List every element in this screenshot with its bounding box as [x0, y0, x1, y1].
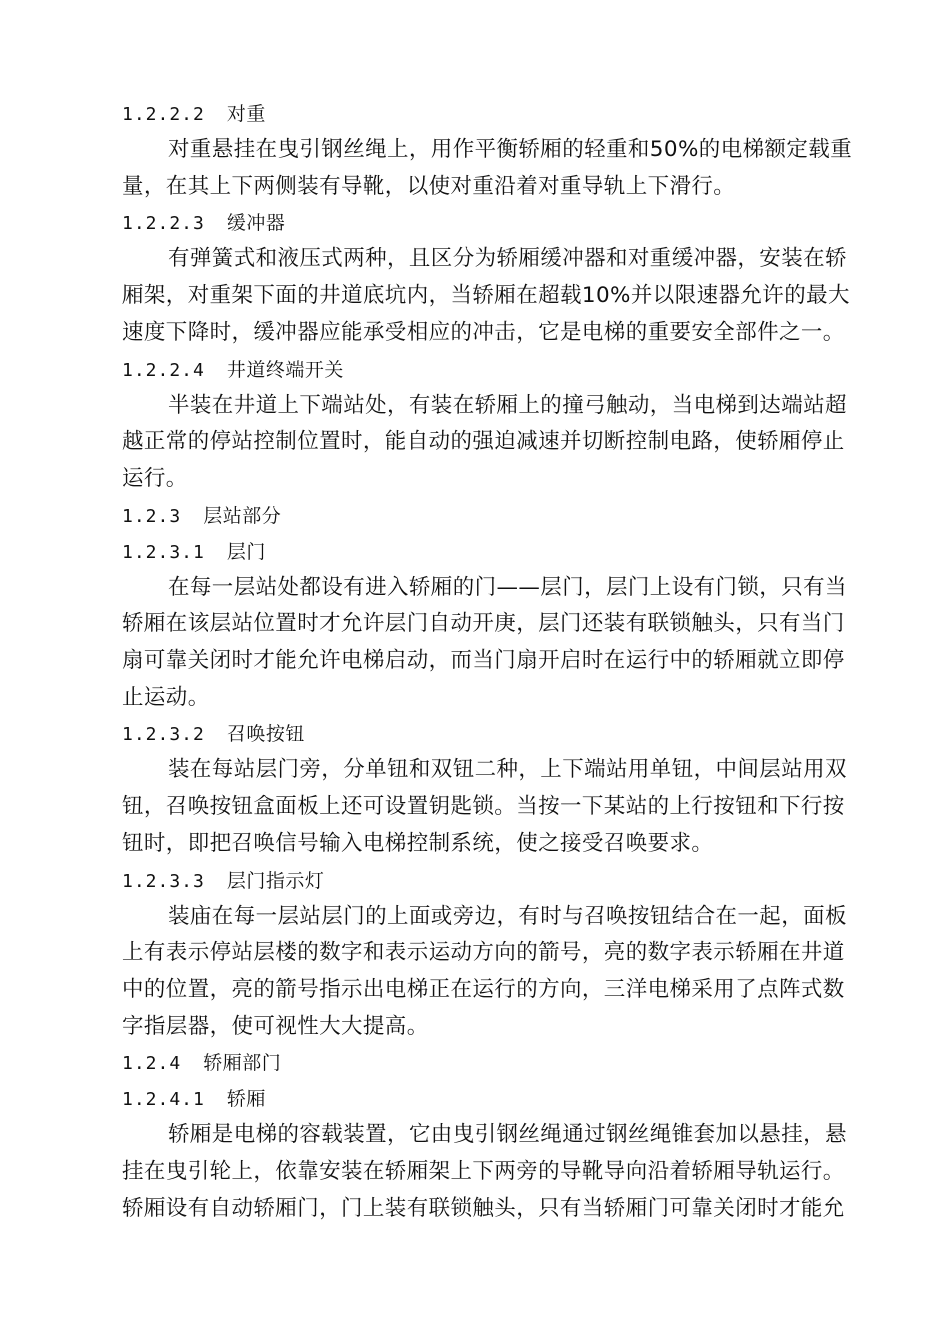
section-number: 1.2.2.3 [122, 213, 205, 235]
section-number: 1.2.3.1 [122, 541, 205, 563]
section-title: 轿厢部门 [203, 1052, 282, 1075]
section-number: 1.2.2.2 [122, 104, 205, 125]
paragraph-line: 止运动。 [122, 684, 210, 710]
section-number: 1.2.4 [122, 1053, 182, 1075]
section-heading [122, 498, 872, 534]
paragraph-line: 轿厢在该层站位置时才允许层门自动开庚，层门还装有联锁触头，只有当门 [122, 611, 845, 637]
section-title: 层站部分 [203, 504, 282, 527]
paragraph-line: 速度下降时，缓冲器应能承受相应的冲击，它是电梯的重要安全部件之一。 [122, 319, 845, 345]
paragraph-line: 轿厢是电梯的容载装置，它由曳引钢丝绳通过钢丝绳锥套加以悬挂，悬 [168, 1122, 847, 1148]
section-number: 1.2.3 [122, 505, 182, 527]
paragraph-line: 上有表示停站层楼的数字和表示运动方向的箭号，亮的数字表示轿厢在井道 [122, 940, 845, 966]
paragraph-line: 越正常的停站控制位置时，能自动的强迫减速并切断控制电路，使轿厢停止 [122, 429, 845, 455]
section-number: 1.2.2.4 [122, 359, 205, 381]
paragraph [122, 388, 872, 498]
paragraph-line: 轿厢设有自动轿厢门，门上装有联锁触头，只有当轿厢门可靠关闭时才能允 [122, 1195, 845, 1221]
paragraph-line: 钮时，即把召唤信号输入电梯控制系统，使之接受召唤要求。 [122, 830, 714, 856]
section-heading [122, 1045, 872, 1081]
section-heading [122, 716, 872, 752]
paragraph-line: 运行。 [122, 465, 188, 491]
paragraph [122, 241, 872, 351]
document-page [122, 96, 872, 1227]
section-title: 轿厢 [226, 1088, 266, 1111]
paragraph-line: 字指层器，使可视性大大提高。 [122, 1013, 429, 1039]
paragraph-line: 有弹簧式和液压式两种，且区分为轿厢缓冲器和对重缓冲器，安装在轿 [168, 246, 847, 272]
section-number: 1.2.3.3 [122, 870, 205, 892]
paragraph-line: 挂在曳引轮上，依靠安装在轿厢架上下两旁的导靴导向沿着轿厢导轨运行。 [122, 1159, 845, 1185]
paragraph-line: 装庙在每一层站层门的上面或旁边，有时与召唤按钮结合在一起，面板 [168, 903, 847, 929]
section-heading [122, 863, 872, 899]
section-title: 召唤按钮 [226, 723, 305, 746]
paragraph-line: 装在每站层门旁，分单钮和双钮二种，上下端站用单钮，中间层站用双 [168, 757, 847, 783]
section-title: 缓冲器 [226, 212, 286, 235]
section-title: 井道终端开关 [226, 358, 344, 381]
section-title: 层门指示灯 [226, 869, 325, 892]
section-heading [122, 352, 872, 388]
paragraph [122, 1117, 872, 1227]
section-heading [122, 534, 872, 570]
paragraph [122, 132, 872, 205]
paragraph [122, 570, 872, 717]
paragraph-line: 中的位置，亮的箭号指示出电梯正在运行的方向，三洋电梯采用了点阵式数 [122, 976, 845, 1002]
paragraph-line: 扇可靠关闭时才能允许电梯启动，而当门扇开启时在运行中的轿厢就立即停 [122, 648, 845, 674]
section-heading [122, 205, 872, 241]
section-number: 1.2.3.2 [122, 724, 205, 746]
paragraph-line: 半装在井道上下端站处，有装在轿厢上的撞弓触动，当电梯到达端站超 [168, 392, 847, 418]
paragraph-line: 量，在其上下两侧装有导靴，以使对重沿着对重导轨上下滑行。 [122, 173, 736, 199]
paragraph-line: 钮，召唤按钮盒面板上还可设置钥匙锁。当按一下某站的上行按钮和下行按 [122, 794, 845, 820]
section-title: 对重 [226, 103, 266, 125]
section-title: 层门 [226, 540, 266, 563]
section-heading [122, 96, 872, 132]
section-number: 1.2.4.1 [122, 1089, 205, 1111]
paragraph-line: 对重悬挂在曳引钢丝绳上，用作平衡轿厢的轻重和50%的电梯额定载重 [168, 137, 853, 162]
section-heading [122, 1081, 872, 1117]
paragraph [122, 899, 872, 1046]
paragraph [122, 752, 872, 862]
paragraph-line: 厢架，对重架下面的井道底坑内，当轿厢在超载10%并以限速器允许的最大 [122, 283, 850, 309]
paragraph-line: 在每一层站处都设有进入轿厢的门——层门，层门上设有门锁，只有当 [168, 574, 847, 600]
